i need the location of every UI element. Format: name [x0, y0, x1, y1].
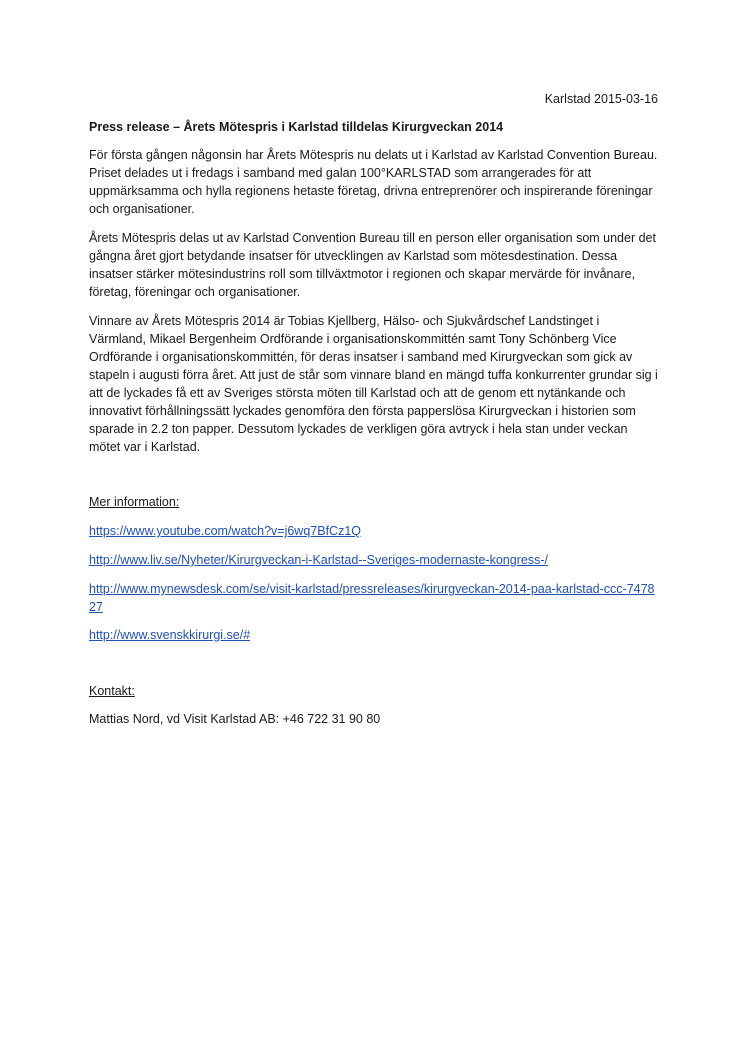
- press-release-title: Press release – Årets Mötespris i Karlstad tilldelas Kirurgveckan 2014: [89, 120, 504, 134]
- link-liv[interactable]: http://www.liv.se/Nyheter/Kirurgveckan-i-Karlstad--Sveriges-modernaste-kongress-/: [89, 553, 548, 567]
- paragraph-2: Årets Mötespris delas ut av Karlstad Convention Bureau till en person eller organisation som under det gångna året gjort betydande insatser för utvecklingen av Karlstad som mötesdestination. Dessa insatser stärker mötesindustrins roll som tillväxtmotor i regionen och skapar mervärde för invånare, företag, föreningar och organisationer.: [89, 231, 656, 299]
- date-line: Karlstad 2015-03-16: [544, 92, 658, 106]
- paragraph-1: För första gången någonsin har Årets Mötespris nu delats ut i Karlstad av Karlstad Convention Bureau. Priset delades ut i fredags i samband med galan 100°KARLSTAD som arrangerades för att uppmärksamma och hylla regionens hetaste företag, drivna entreprenörer och inspirerande föreningar och organisationer.: [89, 148, 658, 216]
- contact-text: Mattias Nord, vd Visit Karlstad AB: +46 722 31 90 80: [89, 712, 381, 726]
- paragraph-3: Vinnare av Årets Mötespris 2014 är Tobias Kjellberg, Hälso- och Sjukvårdschef Landstinget i Värmland, Mikael Bergenheim Ordförande i organisationskommittén samt Tony Schönberg Vice Ordförande i organisationskommittén, för deras insatser i samband med Kirurgveckan som gick av stapeln i augusti förra året. Att just de står som vinnare bland en mängd tuffa konkurrenter grundar sig i att de lyckades få ett av Sveriges största möten till Karlstad och att de genom ett nytänkande och innovativt förhållningssätt lyckades genomföra den första papperslösa Kirurgveckan i historien som sparade in 2.2 ton papper. Dessutom lyckades de verkligen göra avtryck i hela stan under veckan mötet var i Karlstad.: [89, 314, 658, 454]
- link-svenskkirurgi[interactable]: http://www.svenskkirurgi.se/#: [89, 628, 251, 642]
- contact-label: Kontakt:: [89, 684, 135, 698]
- more-info-label: Mer information:: [89, 495, 180, 509]
- link-mynewsdesk[interactable]: http://www.mynewsdesk.com/se/visit-karlstad/pressreleases/kirurgveckan-2014-paa-karlstad-ccc-747827: [89, 582, 655, 614]
- link-youtube[interactable]: https://www.youtube.com/watch?v=j6wq7BfCz1Q: [89, 524, 362, 538]
